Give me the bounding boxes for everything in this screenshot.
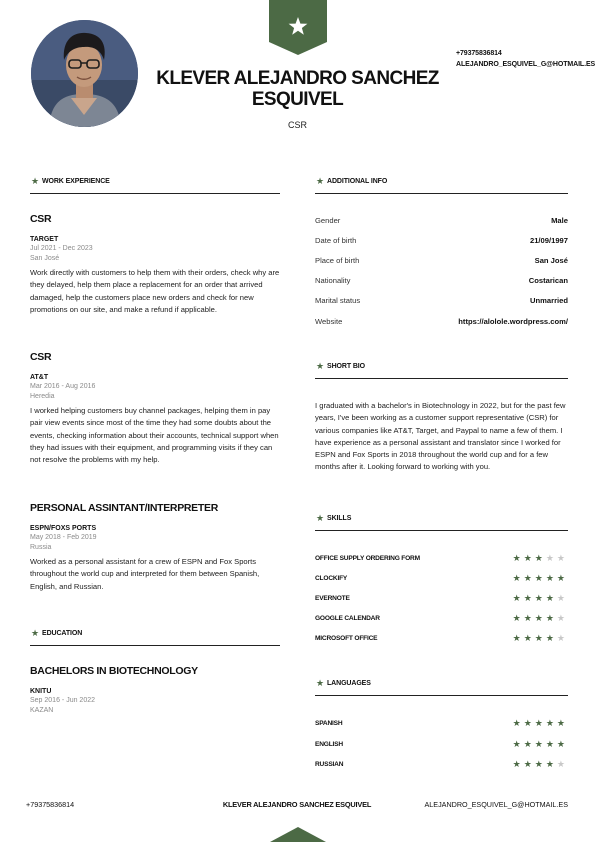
star-filled-icon: ★ bbox=[534, 633, 546, 643]
job-location: Heredia bbox=[30, 393, 55, 400]
section-title: EDUCATION bbox=[42, 630, 83, 637]
star-filled-icon: ★ bbox=[512, 573, 524, 583]
star-icon: ★ bbox=[316, 513, 325, 523]
skill-name: EVERNOTE bbox=[315, 595, 350, 602]
info-label: Place of birth bbox=[315, 256, 360, 265]
info-row bbox=[315, 296, 568, 308]
website-link[interactable]: https://alolole.wordpress.com/ bbox=[458, 317, 568, 326]
skill-row bbox=[315, 614, 568, 626]
star-filled-icon: ★ bbox=[556, 739, 568, 749]
skill-rating-stars bbox=[513, 553, 568, 563]
info-label: Website bbox=[315, 317, 343, 326]
star-empty-icon: ★ bbox=[545, 553, 557, 563]
footer-phone[interactable]: +79375836814 bbox=[26, 800, 75, 809]
info-value: Male bbox=[551, 216, 568, 225]
skill-row bbox=[315, 594, 568, 606]
star-filled-icon: ★ bbox=[512, 718, 524, 728]
info-label: Nationality bbox=[315, 276, 351, 285]
footer-name: KLEVER ALEJANDRO SANCHEZ ESQUIVEL bbox=[222, 800, 372, 809]
skill-row bbox=[315, 554, 568, 566]
star-filled-icon: ★ bbox=[523, 593, 535, 603]
candidate-name: KLEVER ALEJANDRO SANCHEZ ESQUIVEL bbox=[156, 68, 439, 110]
star-filled-icon: ★ bbox=[556, 573, 568, 583]
info-value: Unmarried bbox=[530, 296, 568, 305]
education-entry bbox=[30, 665, 280, 716]
job-dates: May 2018 - Feb 2019 bbox=[30, 534, 97, 541]
star-filled-icon: ★ bbox=[534, 613, 546, 623]
star-filled-icon: ★ bbox=[534, 573, 546, 583]
star-icon: ★ bbox=[31, 628, 40, 638]
star-filled-icon: ★ bbox=[512, 553, 524, 563]
star-filled-icon: ★ bbox=[523, 613, 535, 623]
section-education bbox=[30, 628, 280, 646]
star-filled-icon: ★ bbox=[545, 759, 557, 769]
job-location: Russia bbox=[30, 544, 52, 551]
work-entry bbox=[30, 502, 280, 593]
star-filled-icon: ★ bbox=[512, 633, 524, 643]
skill-name: CLOCKIFY bbox=[315, 575, 348, 582]
language-name: RUSSIAN bbox=[315, 761, 344, 768]
education-location: KAZAN bbox=[30, 707, 54, 714]
star-filled-icon: ★ bbox=[556, 718, 568, 728]
language-name: SPANISH bbox=[315, 720, 343, 727]
section-languages bbox=[315, 678, 568, 696]
section-title: SKILLS bbox=[327, 515, 352, 522]
star-filled-icon: ★ bbox=[523, 633, 535, 643]
star-empty-icon: ★ bbox=[556, 633, 568, 643]
star-filled-icon: ★ bbox=[512, 613, 524, 623]
section-skills bbox=[315, 513, 568, 531]
star-banner-icon bbox=[269, 0, 327, 55]
skill-rating-stars bbox=[513, 593, 568, 603]
star-filled-icon: ★ bbox=[523, 759, 535, 769]
star-empty-icon: ★ bbox=[556, 613, 568, 623]
language-rating-stars bbox=[513, 718, 568, 728]
skill-name: MICROSOFT OFFICE bbox=[315, 635, 378, 642]
star-icon: ★ bbox=[316, 176, 325, 186]
header-email[interactable]: ALEJANDRO_ESQUIVEL_G@HOTMAIL.ES bbox=[456, 61, 595, 68]
school-name: KNITU bbox=[30, 688, 52, 695]
star-filled-icon: ★ bbox=[534, 553, 546, 563]
job-dates: Mar 2016 - Aug 2016 bbox=[30, 383, 96, 390]
star-filled-icon: ★ bbox=[523, 718, 535, 728]
section-additional-info bbox=[315, 176, 568, 194]
star-filled-icon: ★ bbox=[545, 718, 557, 728]
section-title: WORK EXPERIENCE bbox=[42, 178, 110, 185]
star-empty-icon: ★ bbox=[556, 553, 568, 563]
job-company: TARGET bbox=[30, 236, 59, 243]
header-phone[interactable]: +79375836814 bbox=[456, 50, 502, 57]
header-contact bbox=[456, 48, 595, 70]
star-icon: ★ bbox=[316, 361, 325, 371]
skill-name: OFFICE SUPPLY ORDERING FORM bbox=[315, 555, 420, 562]
job-location: San José bbox=[30, 255, 60, 262]
skill-name: GOOGLE CALENDAR bbox=[315, 615, 380, 622]
job-description: Work directly with customers to help them with their orders, check why are they delayed, help them place a replacement for an order that arrived damaged, help the customers place new orders and check for new promotions on our site, and make a refund if applicable. bbox=[30, 268, 280, 314]
skill-rating-stars bbox=[513, 573, 568, 583]
section-title: ADDITIONAL INFO bbox=[327, 178, 388, 185]
job-dates: Jul 2021 - Dec 2023 bbox=[30, 245, 93, 252]
degree-title: BACHELORS IN BIOTECHNOLOGY bbox=[30, 665, 198, 677]
star-filled-icon: ★ bbox=[534, 739, 546, 749]
section-work-experience bbox=[30, 176, 280, 194]
info-row bbox=[315, 276, 568, 288]
job-description: I worked helping customers buy channel packages, helping them in pay pair view events since most of the time they had some doubts about the events, checking information about their accounts, technical support when they had issues with their equipment, and programming visits if they can not resolve the problems with my help. bbox=[30, 406, 279, 465]
info-label: Date of birth bbox=[315, 236, 357, 245]
info-row bbox=[315, 236, 568, 248]
star-filled-icon: ★ bbox=[534, 718, 546, 728]
language-row bbox=[315, 740, 568, 752]
star-filled-icon: ★ bbox=[523, 553, 535, 563]
job-company: ESPN/FOXS PORTS bbox=[30, 525, 97, 532]
work-entry bbox=[30, 213, 280, 316]
section-short-bio bbox=[315, 361, 568, 379]
work-entry bbox=[30, 351, 280, 466]
section-title: LANGUAGES bbox=[327, 680, 371, 687]
star-filled-icon: ★ bbox=[534, 593, 546, 603]
star-filled-icon: ★ bbox=[512, 739, 524, 749]
education-dates: Sep 2016 - Jun 2022 bbox=[30, 697, 95, 704]
footer-email[interactable]: ALEJANDRO_ESQUIVEL_G@HOTMAIL.ES bbox=[424, 800, 568, 809]
info-value: Costarican bbox=[528, 276, 568, 285]
info-value: 21/09/1997 bbox=[529, 236, 568, 245]
language-rating-stars bbox=[513, 759, 568, 769]
skill-rating-stars bbox=[513, 613, 568, 623]
info-label: Gender bbox=[315, 216, 341, 225]
star-filled-icon: ★ bbox=[523, 573, 535, 583]
job-title: CSR bbox=[30, 351, 52, 363]
star-filled-icon: ★ bbox=[545, 573, 557, 583]
job-title: PERSONAL ASSINTANT/INTERPRETER bbox=[30, 502, 218, 514]
info-row bbox=[315, 256, 568, 268]
language-name: ENGLISH bbox=[315, 741, 343, 748]
star-empty-icon: ★ bbox=[556, 593, 568, 603]
star-filled-icon: ★ bbox=[545, 633, 557, 643]
section-title: SHORT BIO bbox=[327, 363, 365, 370]
job-description: Worked as a personal assistant for a crew of ESPN and Fox Sports throughout the world cup and interpreted for them between Spanish, English, and Russian. bbox=[30, 557, 260, 591]
info-row bbox=[315, 317, 568, 329]
star-filled-icon: ★ bbox=[512, 759, 524, 769]
skill-rating-stars bbox=[513, 633, 568, 643]
info-label: Marital status bbox=[315, 296, 361, 305]
language-rating-stars bbox=[513, 739, 568, 749]
bottom-triangle-decoration bbox=[270, 827, 326, 842]
info-value: San José bbox=[534, 256, 568, 265]
skill-row bbox=[315, 574, 568, 586]
star-empty-icon: ★ bbox=[556, 759, 568, 769]
info-row bbox=[315, 216, 568, 228]
star-icon: ★ bbox=[31, 176, 40, 186]
language-row bbox=[315, 719, 568, 731]
star-filled-icon: ★ bbox=[545, 593, 557, 603]
star-filled-icon: ★ bbox=[545, 613, 557, 623]
candidate-role: CSR bbox=[287, 120, 307, 130]
skill-row bbox=[315, 634, 568, 646]
star-filled-icon: ★ bbox=[523, 739, 535, 749]
language-row bbox=[315, 760, 568, 772]
short-bio-text: I graduated with a bachelor's in Biotechnology in 2022, but for the past few years, I've been working as a customer support representative (CSR) for various companies like AT&T, Target, and Paypal to name a few of them. I have experience as a personal assistant and translator since I worked for ESPN and Fox Sports in 2018 throughout the world cup and for a few months after it. Looking forward to working with you. bbox=[315, 401, 566, 472]
avatar bbox=[31, 20, 138, 127]
job-title: CSR bbox=[30, 213, 52, 225]
job-company: AT&T bbox=[30, 374, 49, 381]
star-filled-icon: ★ bbox=[534, 759, 546, 769]
star-filled-icon: ★ bbox=[512, 593, 524, 603]
star-filled-icon: ★ bbox=[545, 739, 557, 749]
star-icon: ★ bbox=[316, 678, 325, 688]
